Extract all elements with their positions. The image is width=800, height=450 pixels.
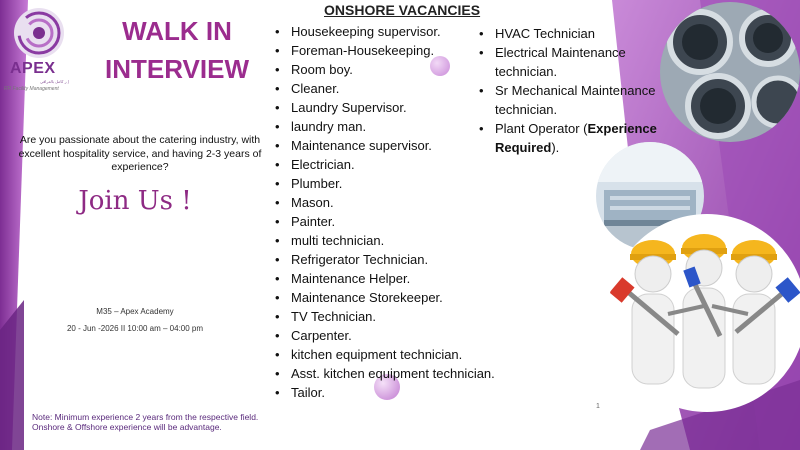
page-number: 1 — [596, 403, 600, 410]
join-us-text: Join Us ! — [78, 186, 192, 216]
page-title: WALK IN INTERVIEW — [105, 16, 249, 84]
venue-text: M35 – Apex Academy — [96, 307, 174, 316]
vacancy-item: • Maintenance Helper. — [275, 269, 515, 288]
vacancy-item-emphasis: Experience Required — [495, 121, 657, 155]
vacancy-item: • Asst. kitchen equipment technician. — [275, 364, 515, 383]
workers-image — [608, 214, 800, 412]
vacancy-item: • Refrigerator Technician. — [275, 250, 515, 269]
vacancy-item: • Sr Mechanical Maintenance technician. — [479, 81, 679, 119]
logo-arabic-text: إ ر كامل بالعراقي — [40, 79, 69, 84]
logo-subtitle: RR Facility Management — [4, 86, 59, 92]
vacancy-item: • Room boy. — [275, 60, 515, 79]
vacancy-item: • Painter. — [275, 212, 515, 231]
vacancy-item: • Maintenance Storekeeper. — [275, 288, 515, 307]
vacancy-item: • Maintenance supervisor. — [275, 136, 515, 155]
vacancy-item: • Carpenter. — [275, 326, 515, 345]
experience-note: Note: Minimum experience 2 years from the respective field. Onshore & Offshore experience will be advantage. — [32, 412, 259, 432]
vacancy-list-2 — [479, 24, 679, 157]
logo-text: APEX — [10, 60, 56, 77]
vacancy-item: • Mason. — [275, 193, 515, 212]
vacancy-item: • Laundry Supervisor. — [275, 98, 515, 117]
vacancy-item: • Electrician. — [275, 155, 515, 174]
vacancy-item: • laundry man. — [275, 117, 515, 136]
vacancy-item: • Foreman-Housekeeping. — [275, 41, 515, 60]
vacancy-item: • Electrical Maintenance technician. — [479, 43, 679, 81]
date-time-text: 20 - Jun -2026 II 10:00 am – 04:00 pm — [66, 324, 204, 333]
vacancy-item: • Housekeeping supervisor. — [275, 22, 515, 41]
vacancy-item-text: ). — [551, 140, 560, 155]
vacancy-item: • kitchen equipment technician. — [275, 345, 515, 364]
vacancies-title: ONSHORE VACANCIES — [324, 2, 481, 18]
washing-machines-image — [660, 2, 800, 142]
vacancy-item-text: Plant Operator ( — [495, 121, 588, 136]
vacancy-item: • multi technician. — [275, 231, 515, 250]
vacancy-item: • TV Technician. — [275, 307, 515, 326]
vacancy-item: • HVAC Technician — [479, 24, 679, 43]
intro-question: Are you passionate about the catering industry, with excellent hospitality service, and having 2-3 years of experience? — [18, 134, 262, 173]
vacancy-item: • Cleaner. — [275, 79, 515, 98]
vacancy-item: • Tailor. — [275, 383, 515, 402]
vacancy-item: • Plumber. — [275, 174, 515, 193]
